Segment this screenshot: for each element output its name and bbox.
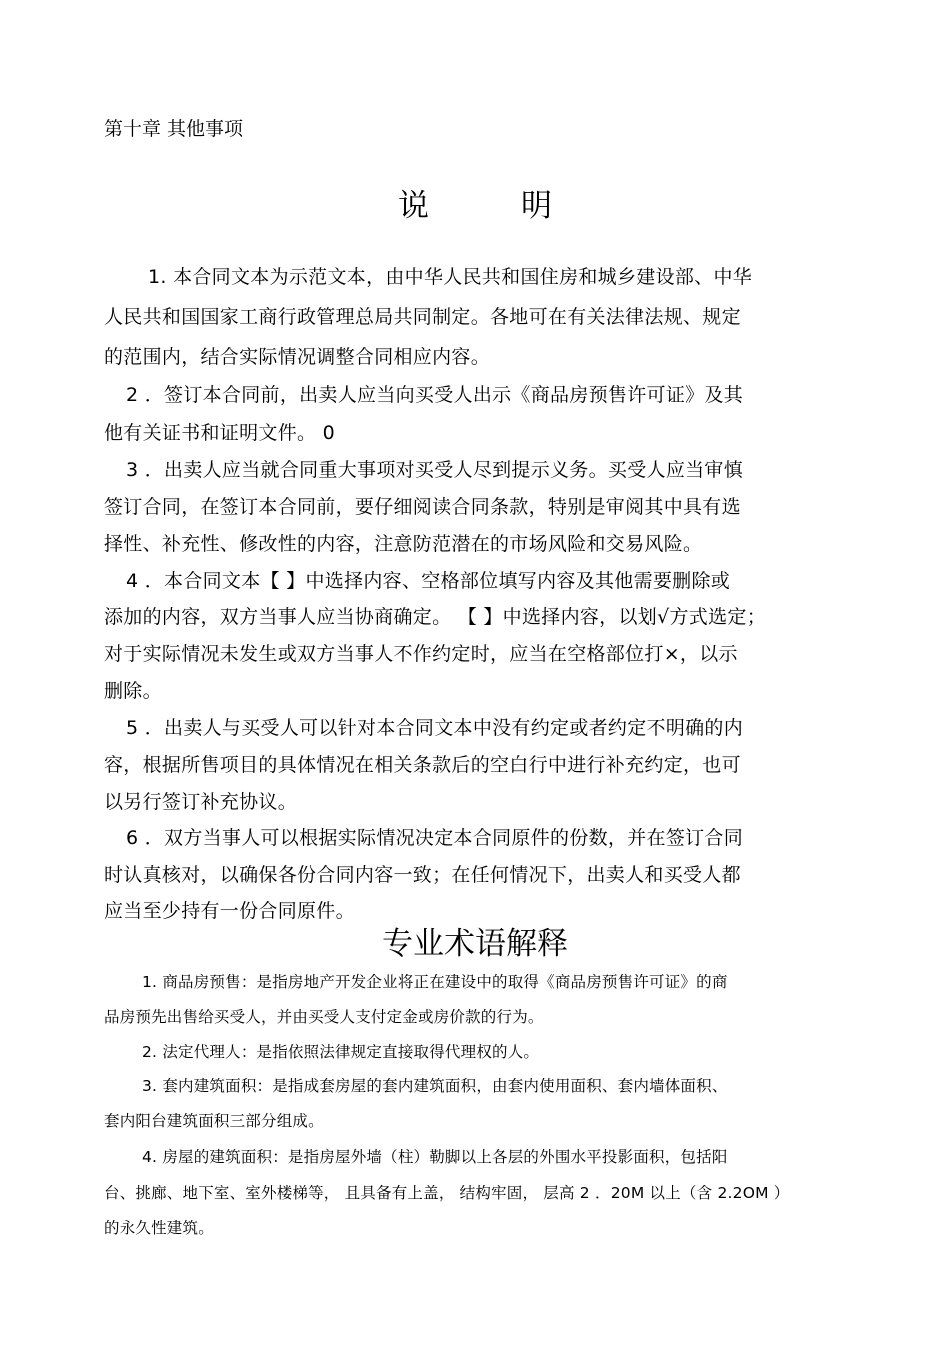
notes-line: 6 ．双方当事人可以根据实际情况决定本合同原件的份数，并在签订合同	[126, 827, 744, 849]
terms-title: 专业术语解释	[382, 926, 568, 962]
notes-line: 对于实际情况未发生或双方当事人不作约定时，应当在空格部位打×，以示	[104, 643, 738, 665]
terms-line: 4. 房屋的建筑面积：是指房屋外墙（柱）勒脚以上各层的外围水平投影面积，包括阳	[142, 1148, 728, 1166]
terms-line: 品房预先出售给买受人，并由买受人支付定金或房价款的行为。	[104, 1008, 544, 1026]
notes-line: 1. 本合同文本为示范文本，由中华人民共和国住房和城乡建设部、中华	[148, 266, 753, 288]
terms-line: 的永久性建筑。	[104, 1219, 214, 1237]
notes-line: 择性、补充性、修改性的内容，注意防范潜在的市场风险和交易风险。	[104, 533, 703, 555]
notes-line: 应当至少持有一份合同原件。	[104, 900, 355, 922]
notes-line: 签订合同，在签订本合同前，要仔细阅读合同条款，特别是审阅其中具有选	[104, 496, 741, 518]
notes-line: 人民共和国国家工商行政管理总局共同制定。各地可在有关法律法规、规定	[104, 306, 741, 328]
notes-line: 他有关证书和证明文件。 0	[104, 422, 336, 444]
notes-line: 以另行签订补充协议。	[104, 791, 298, 813]
notes-line: 5 ．出卖人与买受人可以针对本合同文本中没有约定或者约定不明确的内	[126, 717, 744, 739]
terms-line: 2. 法定代理人：是指依照法律规定直接取得代理权的人。	[142, 1043, 540, 1061]
terms-line: 3. 套内建筑面积：是指成套房屋的套内建筑面积，由套内使用面积、套内墙体面积、	[142, 1077, 728, 1095]
terms-line: 台、挑廊、地下室、室外楼梯等， 且具备有上盖， 结构牢固， 层高 2 ．20M 以上（含 2.2OM ）	[104, 1184, 790, 1202]
terms-line: 1. 商品房预售：是指房地产开发企业将正在建设中的取得《商品房预售许可证》的商	[142, 973, 728, 991]
notes-line: 2 ．签订本合同前，出卖人应当向买受人出示《商品房预售许可证》及其	[126, 384, 744, 406]
notes-line: 添加的内容，双方当事人应当协商确定。 【 】中选择内容，以划√方式选定；	[104, 606, 766, 628]
terms-line: 套内阳台建筑面积三部分组成。	[104, 1112, 324, 1130]
notes-title	[0, 180, 950, 225]
notes-title-char-1: 说	[398, 188, 429, 224]
chapter-heading: 第十章 其他事项	[104, 118, 244, 140]
notes-line: 删除。	[104, 680, 162, 702]
notes-title-char-2: 明	[521, 188, 552, 224]
notes-line: 4 ．本合同文本【 】中选择内容、空格部位填写内容及其他需要删除或	[126, 570, 731, 592]
notes-line: 的范围内，结合实际情况调整合同相应内容。	[104, 346, 491, 368]
notes-line: 3 ．出卖人应当就合同重大事项对买受人尽到提示义务。买受人应当审慎	[126, 459, 744, 481]
notes-line: 时认真核对，以确保各份合同内容一致；在任何情况下，出卖人和买受人都	[104, 864, 741, 886]
notes-line: 容，根据所售项目的具体情况在相关条款后的空白行中进行补充约定，也可	[104, 754, 741, 776]
